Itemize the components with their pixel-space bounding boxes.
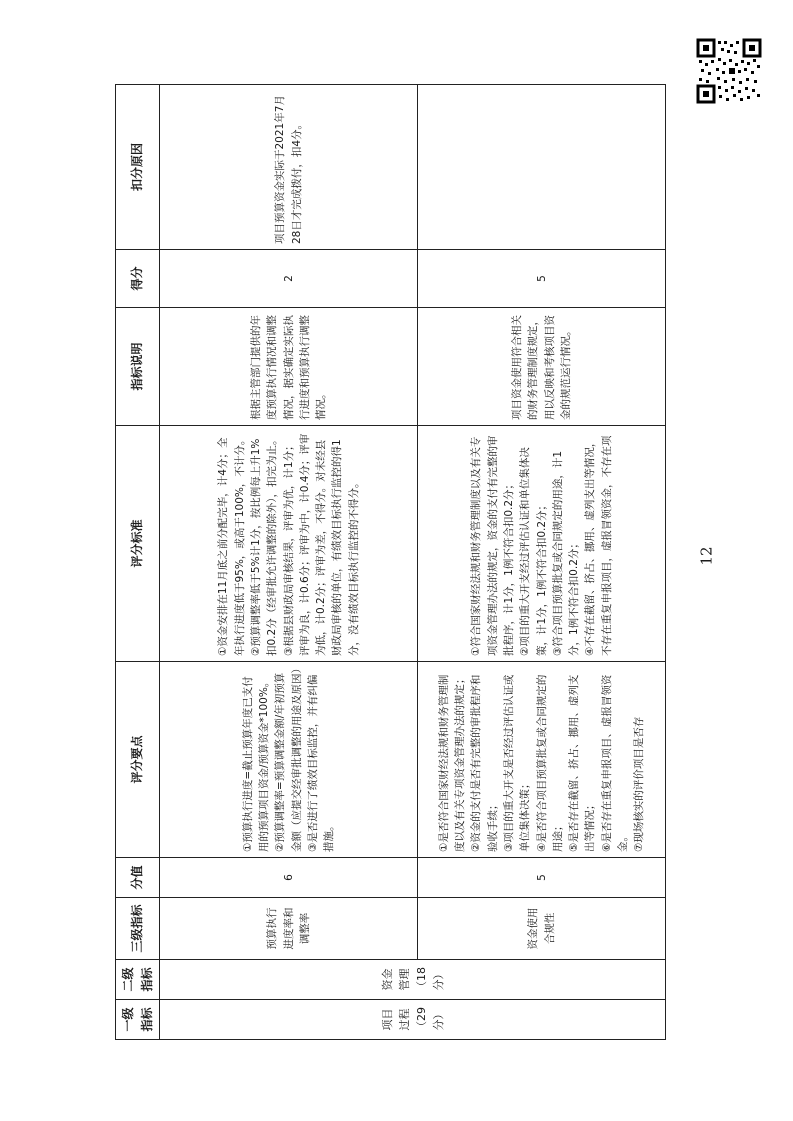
header-key-points: 评分要点 xyxy=(116,662,160,858)
score-value-cell: 6 xyxy=(160,858,418,898)
table-row xyxy=(160,85,418,1040)
standard-cell xyxy=(160,426,418,662)
standard-item: ③根据县财政局审核结果，评审为优，计1分；评审为良，计0.6分；评审为中，计0.4分；评审为低，计0.2分；评审为差，不得分。对未经县财政局审核的单位，有绩效目标执行监控的得1分，没有绩效目标执行监控的不得分。 xyxy=(282,433,360,656)
standard-item: ②预算调整率低于5%计1分，按比例每上升1%扣0.2分（经审批允许调整的除外），扣完为止。 xyxy=(250,434,279,656)
key-point: ①预算执行进度=截止预算年度已支付用的预算项目资金/预算资金*100%。 xyxy=(241,676,271,852)
evaluation-table xyxy=(115,84,666,1040)
qr-code-icon xyxy=(696,38,762,104)
standard-item: ④不存在截留、挤占、挪用、虚列支出等情况，不存在重复申报项目，虚报冒领资金，不存在项 xyxy=(584,435,613,656)
description-cell: 项目资金使用符合相关的财务管理制度规定，用以反映和考核项目资金的规范运行情况。 xyxy=(418,308,666,426)
standard-item: ①资金安排在11月底之前分配完毕，计4分；全年执行进度低于95%，或高于100%，不计分。 xyxy=(217,434,246,656)
score-cell: 5 xyxy=(418,250,666,308)
key-points-cell xyxy=(418,662,666,858)
description-cell: 根据主管部门提供的年度预算执行情况和调整情况，据实确定实际执行进度和预算执行调整情况。 xyxy=(160,308,418,426)
table-header-row xyxy=(116,85,160,1040)
header-level3: 三级指标 xyxy=(116,898,160,960)
header-description: 指标说明 xyxy=(116,308,160,426)
key-point: ⑤是否存在截留、挤占、挪用、虚列支出等情况； xyxy=(568,674,597,852)
deduction-reason-cell: 项目预算资金实际于2021年7月28日才完成拨付，扣4分。 xyxy=(160,85,418,250)
header-score-value: 分值 xyxy=(116,858,160,898)
standard-cell xyxy=(418,426,666,662)
key-point: ⑥是否存在重复申报项目、虚报冒领资金。 xyxy=(600,674,629,852)
standard-item: ③符合项目预算批复或合同规定的用途，计1分，1例不符合扣0.2分； xyxy=(551,450,581,656)
page-number: 12 xyxy=(697,546,716,566)
score-cell: 2 xyxy=(160,250,418,308)
key-point: ③是否进行了绩效目标监控，并有纠偏措施。 xyxy=(306,674,336,852)
standard-item: ①符合国家财经法规和财务管理制度以及有关专项资金管理办法的规定，资金的支付有完整的审批程序，计1分，1例不符合扣0.2分； xyxy=(470,435,516,656)
level3-cell: 资金使用合规性 xyxy=(418,898,666,960)
deduction-reason-cell xyxy=(418,85,666,250)
score-value-cell: 5 xyxy=(418,858,666,898)
header-deduction-reason: 扣分原因 xyxy=(116,85,160,250)
level2-cell: 资金管理（18分） xyxy=(160,960,666,1000)
level1-cell: 项目过程（29分） xyxy=(160,1000,666,1040)
key-point: ①是否符合国家财经法规和财务管理制度以及有关专项资金管理办法的规定； xyxy=(437,673,467,852)
table-row xyxy=(418,85,666,1040)
header-score: 得分 xyxy=(116,250,160,308)
key-point: ②预算调整率=预算调整金额/年初预算金额（应提交经审批调整的用途及原因） xyxy=(274,663,303,852)
level3-cell: 预算执行进度率和调整率 xyxy=(160,898,418,960)
rotated-page-content xyxy=(115,85,660,1040)
key-point: ④是否符合项目预算批复或合同规定的用途； xyxy=(535,674,564,852)
header-standard: 评分标准 xyxy=(116,426,160,662)
key-point: ②资金的支付是否有完整的审批程序和验收手续； xyxy=(470,674,499,852)
header-level1: 一级指标 xyxy=(116,1000,160,1040)
key-points-cell xyxy=(160,662,418,858)
key-point: ⑦现场核实的评价项目是否存 xyxy=(633,716,646,852)
header-level2: 二级指标 xyxy=(116,960,160,1000)
standard-item: ②项目的重大开支经过评估认证和单位集体决策，计1分，1例不符合扣0.2分； xyxy=(519,447,548,656)
key-point: ③项目的重大开支是否经过评估认证或单位集体决策； xyxy=(503,674,532,852)
